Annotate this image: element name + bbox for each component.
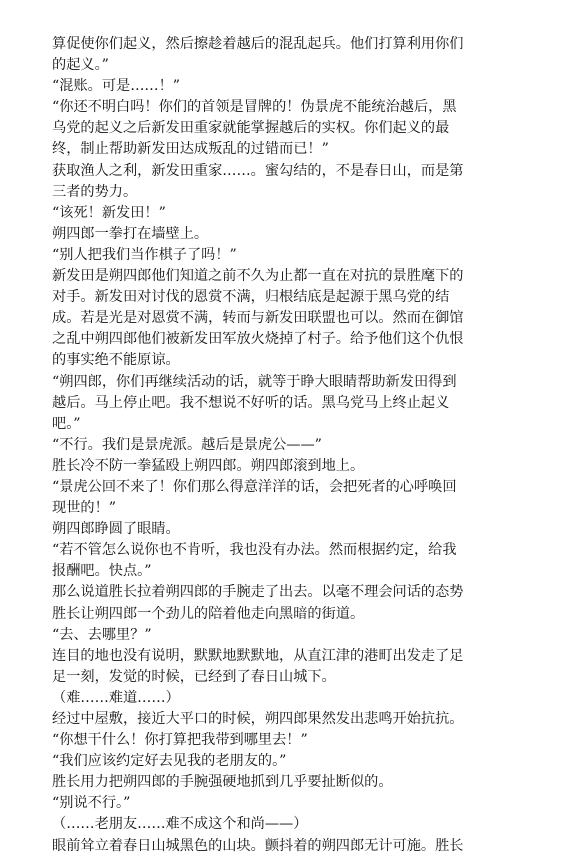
text-line: 乌党的起义之后新发田重家就能掌握越后的实权。你们起义的最 [52, 120, 450, 137]
text-line: 朔四郎睁圆了眼睛。 [52, 521, 180, 538]
text-line: 足一刻，发觉的时候，已经到了春日山城下。 [52, 668, 336, 685]
text-line: 之乱中朔四郎他们被新发田军放火烧掉了村子。给予他们这个仇恨 [52, 331, 464, 348]
text-line: 报酬吧。快点。” [52, 563, 152, 580]
text-line: 获取渔人之利，新发田重家……。蜜勾结的，不是春日山，而是第 [52, 162, 464, 179]
text-line: 的事实绝不能原谅。 [52, 352, 180, 369]
text-line: 越后。马上停止吧。我不想说不好听的话。黑乌党马上终止起义 [52, 394, 450, 411]
text-line: 吧。” [52, 415, 81, 432]
text-line: “别说不行。” [52, 795, 131, 812]
text-line: 眼前耸立着春日山城黑色的山块。颤抖着的朔四郎无计可施。胜长 [52, 837, 464, 854]
text-line: 经过中屋敷，接近大平口的时候，朔四郎果然发出悲鸣开始抗抗。 [52, 711, 464, 727]
text-line: 胜长用力把朔四郎的手腕强硬地抓到几乎要扯断似的。 [52, 774, 393, 791]
text-line: “景虎公回不来了！你们那么得意洋洋的话，会把死者的心呼唤回 [52, 478, 457, 495]
text-line: 胜长让朔四郎一个劲儿的陪着他走向黑暗的街道。 [52, 605, 365, 622]
text-line: 的起义。” [52, 57, 109, 74]
text-line: 三者的势力。 [52, 183, 138, 200]
text-line: 对手。新发田对讨伐的恩赏不满，归根结底是起源于黑乌党的结 [52, 289, 450, 306]
text-line: “朔四郎，你们再继续活动的话，就等于睁大眼睛帮助新发田得到 [52, 373, 457, 390]
text-line: 算促使你们起义，然后擦趁着越后的混乱起兵。他们打算利用你们 [52, 36, 464, 52]
text-line: （……老朋友……难不成这个和尚——） [52, 816, 308, 833]
text-line: “你还不明白吗！你们的首领是冒牌的！伪景虎不能统治越后，黑 [52, 99, 457, 116]
text-line: 新发田是朔四郎他们知道之前不久为止都一直在对抗的景胜麾下的 [52, 268, 464, 285]
text-line: “不行。我们是景虎派。越后是景虎公——” [52, 436, 322, 453]
text-line: （难……难道……） [52, 689, 180, 706]
text-line: “我们应该约定好去见我的老朋友的。” [52, 753, 287, 770]
text-line: 成。若是光是对恩赏不满，转而与新发田联盟也可以。然而在御馆 [52, 310, 464, 327]
text-line: “去、去哪里？” [52, 626, 152, 643]
text-line: “别人把我们当作棋子了吗！” [52, 246, 237, 263]
text-line: 那么说道胜长拉着朔四郎的手腕走了出去。以毫不理会问话的态势 [52, 584, 464, 601]
text-line: 朔四郎一拳打在墙壁上。 [52, 225, 209, 242]
text-line: 终，制止帮助新发田达成叛乱的过错而已！” [52, 141, 329, 158]
text-line: 胜长冷不防一拳猛殴上朔四郎。朔四郎滚到地上。 [52, 457, 365, 474]
text-line: 现世的！” [52, 500, 117, 517]
text-line: “混账。可是……！” [52, 78, 181, 95]
text-line: “该死！新发田！” [52, 204, 166, 221]
text-line: “若不管怎么说你也不肯听，我也没有办法。然而根据约定，给我 [52, 542, 457, 559]
text-line: 连目的地也没有说明，默默地默默地，从直江津的港町出发走了足 [52, 647, 464, 664]
text-line: “你想干什么！你打算把我带到哪里去！” [52, 732, 308, 749]
